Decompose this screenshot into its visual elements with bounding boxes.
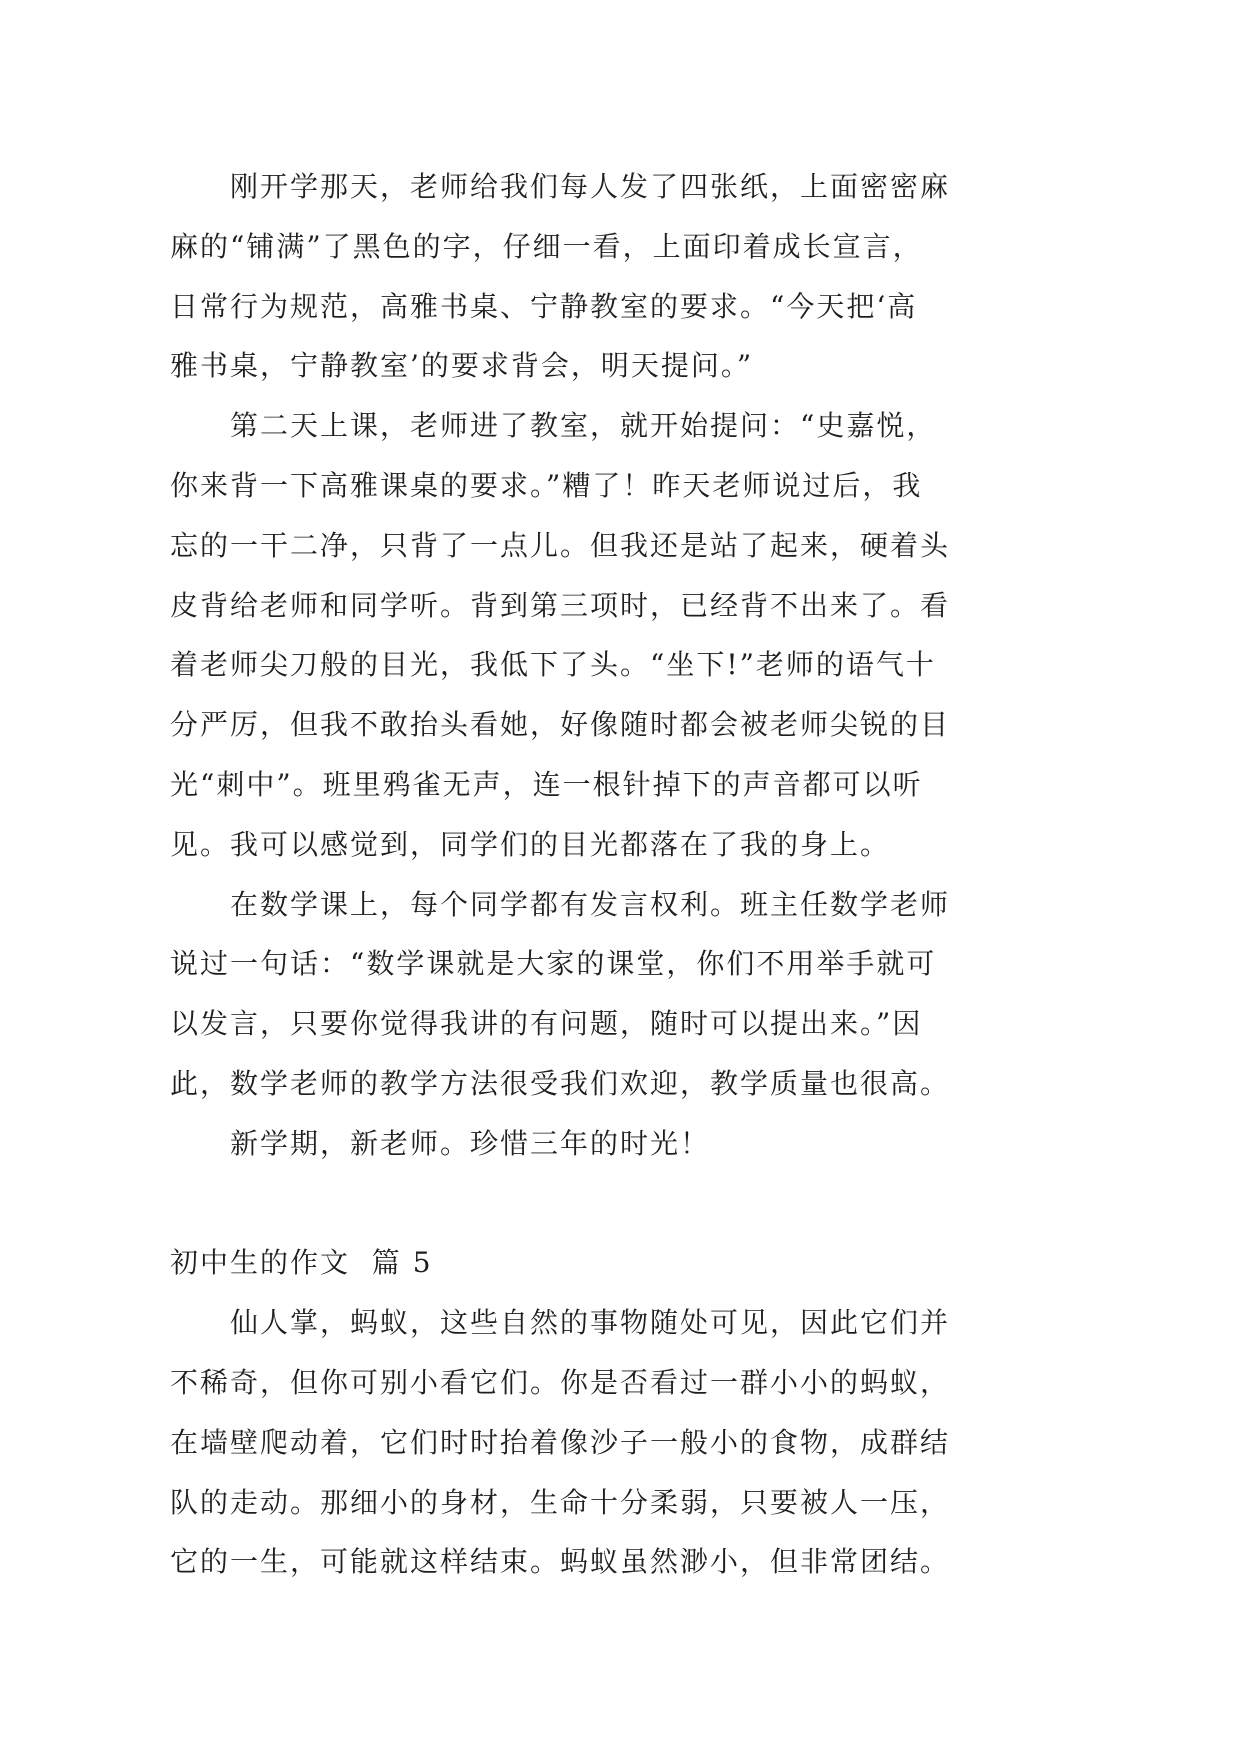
text-line: 着老师尖刀般的目光，我低下了头。“坐下!”老师的语气十 bbox=[170, 648, 936, 682]
text-line: 在数学课上，每个同学都有发言权利。班主任数学老师 bbox=[230, 887, 951, 921]
text-line: 雅书桌，宁静教室’的要求背会，明天提问。” bbox=[170, 349, 754, 383]
paragraph bbox=[170, 157, 1070, 396]
paragraph bbox=[170, 1293, 1070, 1592]
text-line: 光“刺中”。班里鸦雀无声，连一根针掉下的声音都可以听 bbox=[170, 767, 923, 801]
text-line: 刚开学那天，老师给我们每人发了四张纸，上面密密麻 bbox=[230, 170, 951, 203]
paragraph bbox=[170, 396, 1070, 874]
blank-line bbox=[170, 1174, 1070, 1234]
text-line: 它的一生，可能就这样结束。蚂蚁虽然渺小，但非常团结。 bbox=[170, 1545, 951, 1579]
text-line: 日常行为规范，高雅书桌、宁静教室的要求。“今天把‘高 bbox=[170, 289, 918, 323]
document-body bbox=[170, 157, 1070, 1592]
text-line: 此，数学老师的教学方法很受我们欢迎，教学质量也很高。 bbox=[170, 1066, 951, 1100]
text-line: 不稀奇，但你可别小看它们。你是否看过一群小小的蚂蚁， bbox=[170, 1365, 951, 1399]
section-heading: 初中生的作文 篇 5 bbox=[170, 1246, 433, 1280]
text-line: 你来背一下高雅课桌的要求。”糟了！昨天老师说过后，我 bbox=[170, 468, 923, 502]
paragraph bbox=[170, 1114, 1070, 1174]
text-line: 队的走动。那细小的身材，生命十分柔弱，只要被人一压， bbox=[170, 1485, 951, 1519]
text-line: 忘的一干二净，只背了一点儿。但我还是站了起来，硬着头 bbox=[170, 528, 951, 562]
text-line: 第二天上课，老师进了教室，就开始提问：“史嘉悦， bbox=[230, 409, 937, 443]
text-line: 新学期，新老师。珍惜三年的时光！ bbox=[230, 1126, 711, 1160]
text-line: 见。我可以感觉到，同学们的目光都落在了我的身上。 bbox=[170, 827, 891, 861]
paragraph bbox=[170, 875, 1070, 1114]
text-line: 以发言，只要你觉得我讲的有问题，随时可以提出来。”因 bbox=[170, 1007, 923, 1041]
text-line: 分严厉，但我不敢抬头看她，好像随时都会被老师尖锐的目 bbox=[170, 708, 951, 742]
text-line: 麻的“铺满”了黑色的字，仔细一看，上面印着成长宣言， bbox=[170, 229, 923, 263]
text-line: 仙人掌，蚂蚁，这些自然的事物随处可见，因此它们并 bbox=[230, 1306, 951, 1340]
text-line: 说过一句话：“数学课就是大家的课堂，你们不用举手就可 bbox=[170, 947, 937, 981]
text-line: 在墙壁爬动着，它们时时抬着像沙子一般小的食物，成群结 bbox=[170, 1425, 951, 1459]
text-line: 皮背给老师和同学听。背到第三项时，已经背不出来了。看 bbox=[170, 588, 951, 622]
